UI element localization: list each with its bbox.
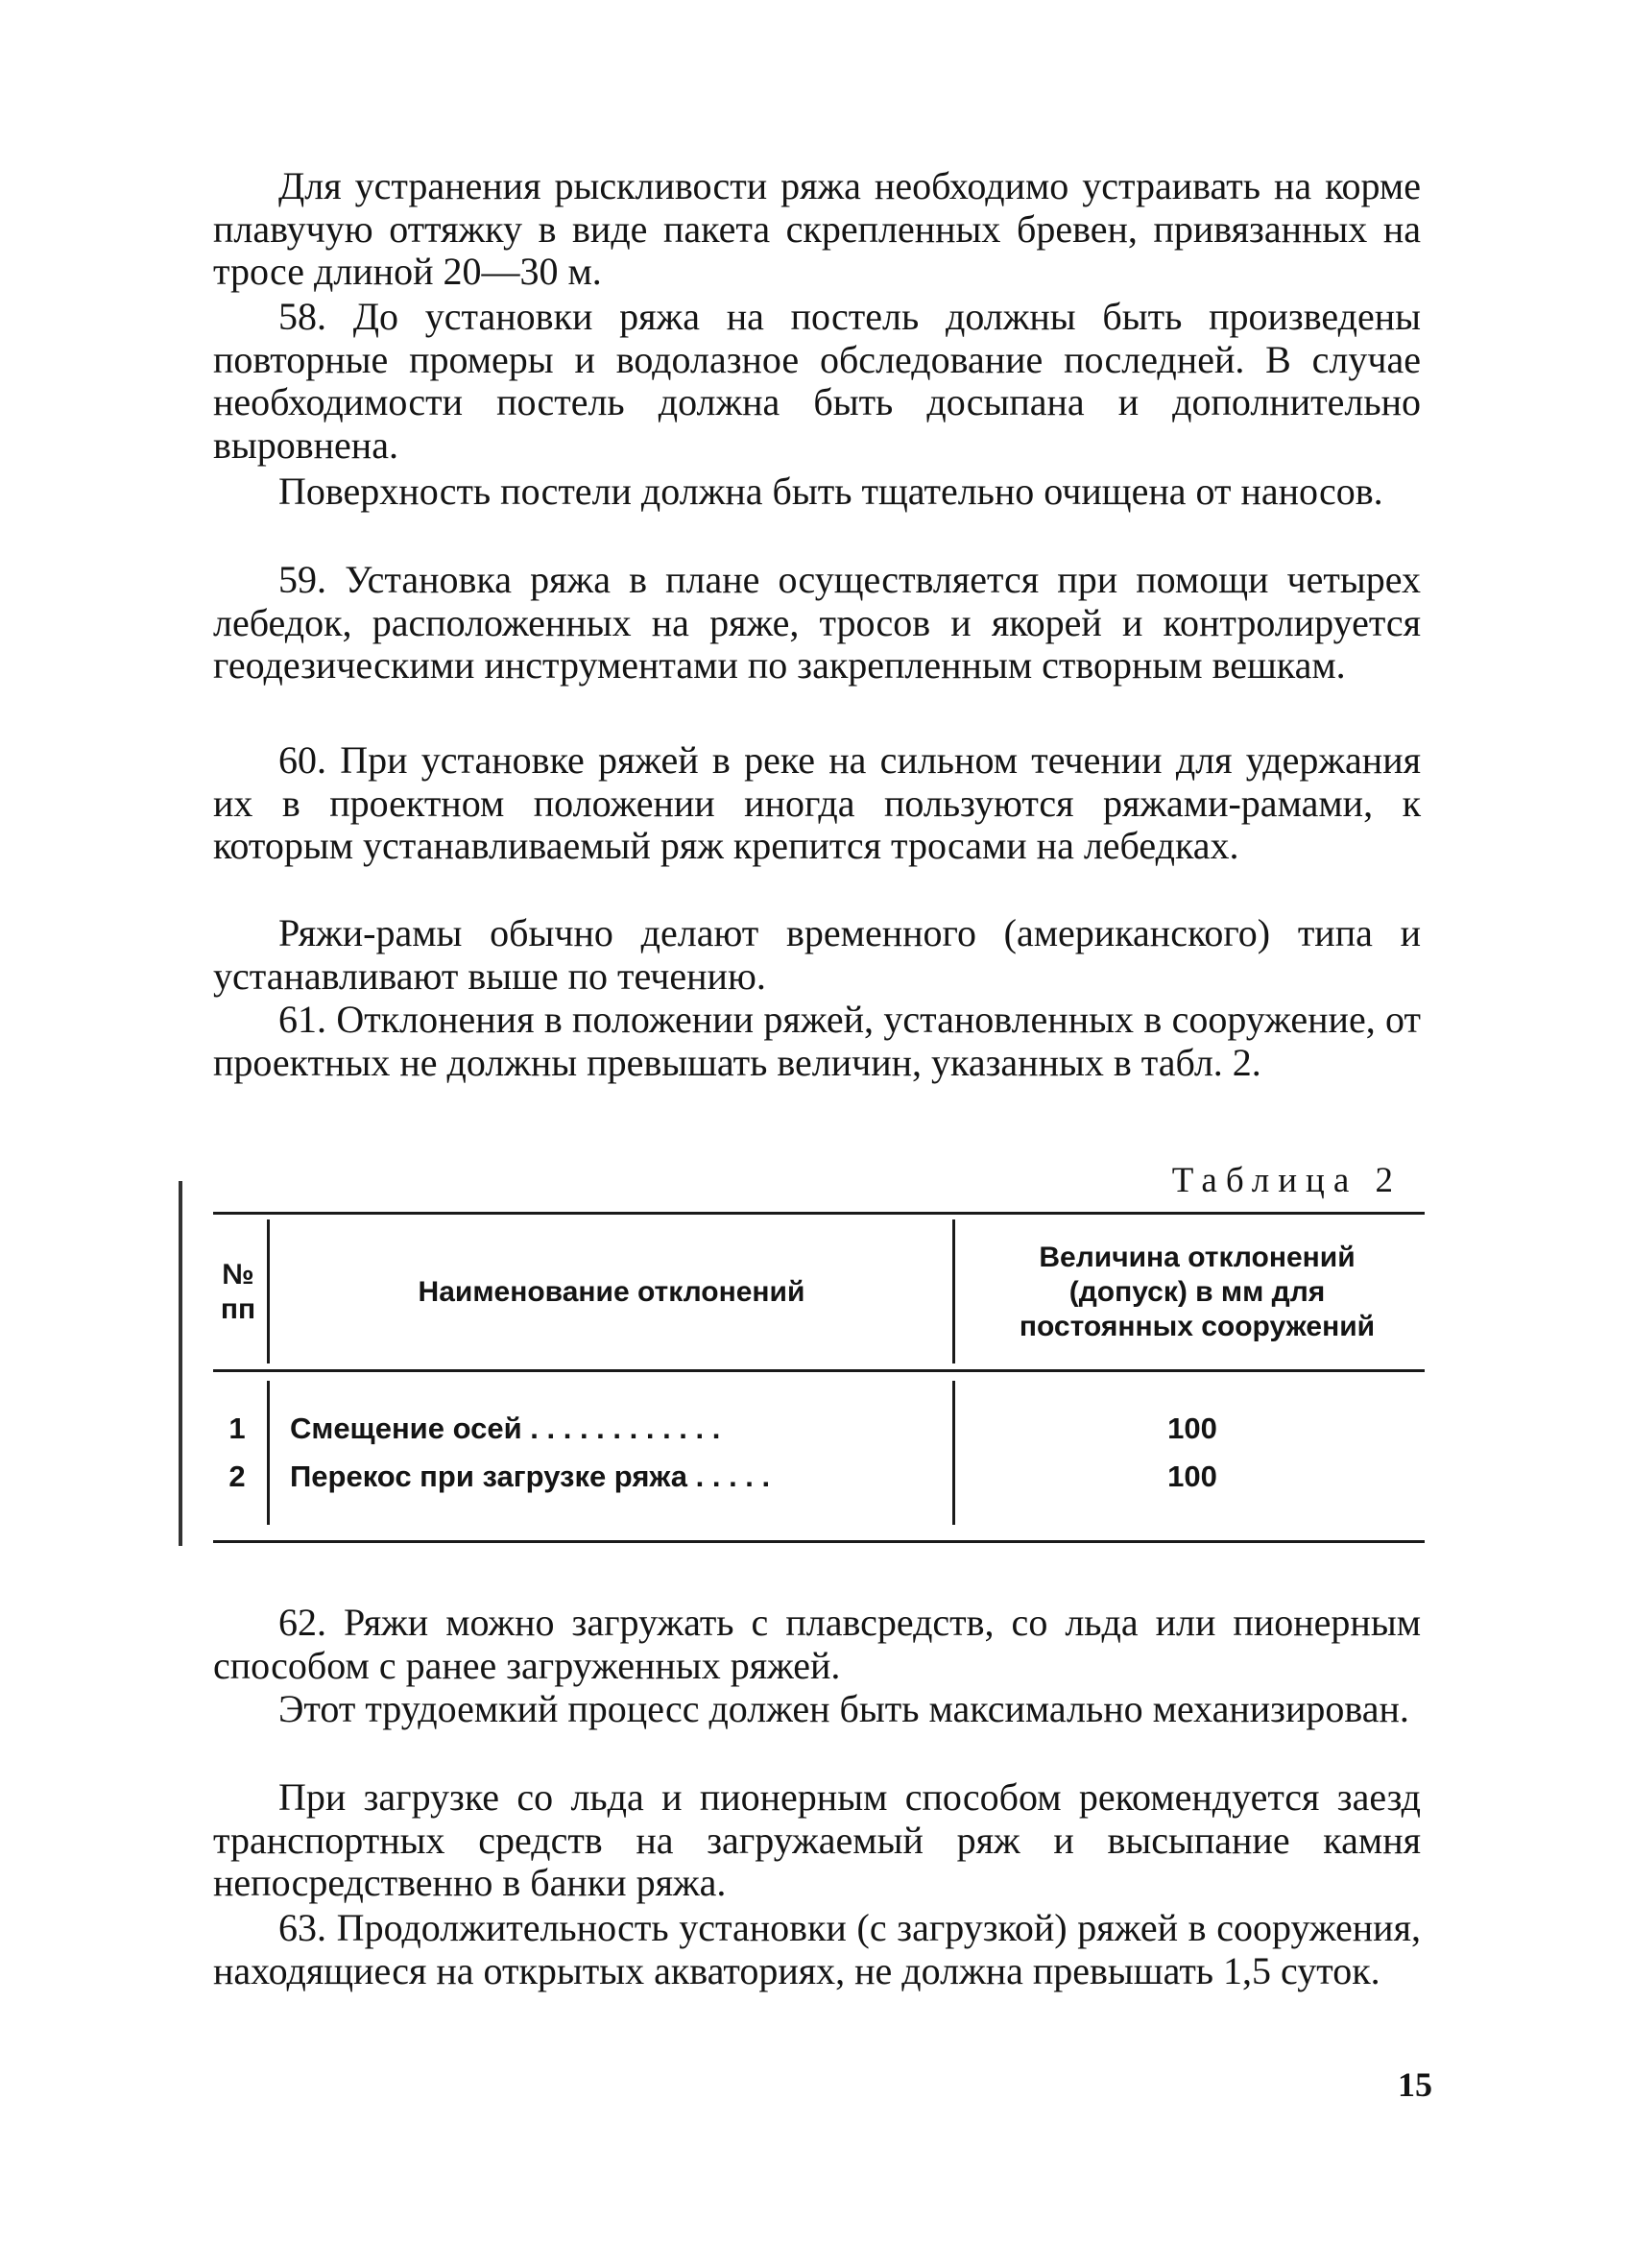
table-top-rule	[213, 1212, 1425, 1215]
table-caption: Таблица 2	[1171, 1161, 1402, 1200]
scan-margin-line	[179, 1181, 182, 1546]
row-1-name: Смещение осей . . . . . . . . . . . .	[290, 1411, 721, 1445]
row-2-value: 100	[1167, 1460, 1217, 1493]
paragraph-62: 62. Ряжи можно загружать с плавсредств, со льда или пионерным способом с ранее загруженных ряжей.	[213, 1601, 1421, 1687]
table-col-divider-2	[952, 1219, 955, 1363]
table-col-divider-1	[267, 1219, 270, 1363]
table-col-divider-2-body	[952, 1381, 955, 1525]
paragraph-61: 61. Отклонения в положении ряжей, установленных в сооружение, от проектных не должны превышать величин, указанных в табл. 2.	[213, 998, 1421, 1084]
paragraph-ryazh-stability: Для устранения рыскливости ряжа необходимо устраивать на корме плавучую оттяжку в виде пакета скрепленных бревен, привязанных на тросе длиной 20—30 м.	[213, 164, 1421, 293]
table-col-divider-1-body	[267, 1381, 270, 1525]
row-1-value: 100	[1167, 1411, 1217, 1445]
paragraph-59: 59. Установка ряжа в плане осуществляется при помощи четырех лебедок, расположенных на ряже, тросов и якорей и контролируется геодезическими инструментами по закрепленным створным вешкам.	[213, 558, 1421, 687]
row-1-num: 1	[228, 1411, 246, 1445]
page-number: 15	[1398, 2065, 1432, 2104]
paragraph-63: 63. Продолжительность установки (с загрузкой) ряжей в сооружения, находящиеся на открытых акваториях, не должна превышать 1,5 суток.	[213, 1906, 1421, 1992]
row-2-name: Перекос при загрузке ряжа . . . . .	[290, 1460, 771, 1493]
table-header-rule	[213, 1369, 1425, 1372]
paragraph-60: 60. При установке ряжей в реке на сильном течении для удержания их в проектном положении иногда пользуются ряжами-рамами, к которым устанавливаемый ряж крепится тросами на лебедках.	[213, 738, 1421, 867]
paragraph-58: 58. До установки ряжа на постель должны быть произведены повторные промеры и водолазное обследование последней. В случае необходимости постель должна быть досыпана и дополнительно выровнена.	[213, 295, 1421, 467]
header-name: Наименование отклонений	[418, 1276, 805, 1308]
header-value: Величина отклонений (допуск) в мм для постоянных сооружений	[1019, 1242, 1376, 1342]
row-2-num: 2	[228, 1460, 246, 1493]
paragraph-labor: Этот трудоемкий процесс должен быть максимально механизирован.	[278, 1687, 1409, 1730]
table-bottom-rule	[213, 1540, 1425, 1543]
paragraph-ice-loading: При загрузке со льда и пионерным способом рекомендуется заезд транспортных средств на загружаемый ряж и высыпание камня непосредственно в банки ряжа.	[213, 1775, 1421, 1904]
paragraph-bed-surface: Поверхность постели должна быть тщательно очищена от наносов.	[278, 470, 1383, 513]
header-num: № пп	[220, 1259, 256, 1325]
paragraph-frames: Ряжи-рамы обычно делают временного (американского) типа и устанавливают выше по течению.	[213, 911, 1421, 998]
